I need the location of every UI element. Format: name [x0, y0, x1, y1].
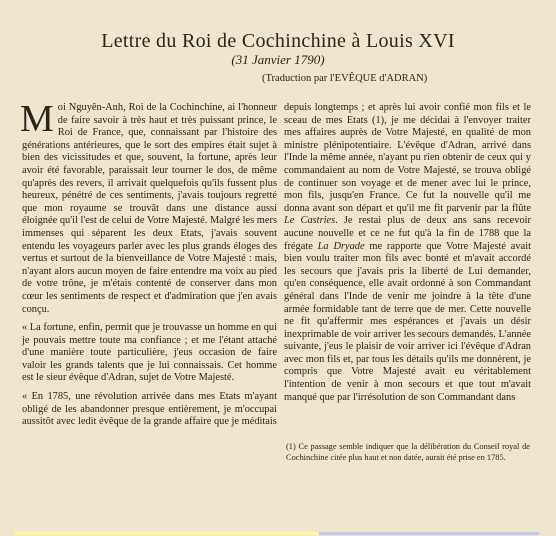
left-column	[20, 98, 277, 429]
translation-credit: (Traduction par l'EVÊQUE d'ADRAN)	[262, 73, 428, 84]
ship-name: Le Castries	[284, 215, 336, 227]
paragraph	[20, 98, 277, 316]
letter-date: (31 Janvier 1790)	[231, 52, 325, 67]
paragraph-text: me rapporte que Votre Majesté avait bien voulu traiter mon fils avec bonté et m'avait accordé les secours que j'avais pris la liberté de Lui demander, qu'en conséquence, elle avait ordonné à son Commandant général dans l'Inde de venir me joindre à la tête d'une armée formidable tant de terre que de mer. Cette nouvelle ne fit qu'affermir mes espérances et j'avais un désir inexprimable de voir arriver les secours demandés. L'année suivante, j'eus le plaisir de voir arriver ici l'évêque d'Adran avec mon fils et, par tous les détails qu'ils me donnèrent, je compris que Votre Majesté avait eu véritablement l'intention de venir à mon secours et que tout m'avait manqué que par l'irrésolution de son Commandant dans	[284, 240, 532, 403]
highlight-strip	[319, 532, 539, 535]
right-column	[284, 102, 531, 404]
ship-name: La Dryade	[317, 240, 365, 252]
paragraph: « La fortune, enfin, permit que je trouvasse un homme en qui je pouvais mettre toute ma confiance ; et me l'étant attaché d'une manière toute particulière, j'eus occasion de faire valoir les grands talents que je lui connaissais. Cet homme est le sieur évêque d'Adran, sujet de Votre Majesté.	[22, 322, 277, 384]
highlight-strip	[14, 532, 319, 535]
paragraph-text: depuis longtemps ; et après lui avoir confié mon fils et le sceau de mes Etats (1), je me décidai à l'envoyer traiter mes affaires auprès de Votre Majesté, en qualité de mon ministre plénipotentiaire. L'évêque d'Adran, arrivé dans l'Inde la même année, n'ayant pu rien obtenir de ceux qui y commandaient au nom de Votre Majesté, se trouva obligé de continuer son voyage et de mener avec lui le prince, mon fils, jusqu'en France. Ce fut la nouvelle qu'il me donna avant son départ et qu'il me fit parvenir par la flûte	[284, 102, 531, 214]
drop-cap: M	[20, 98, 54, 140]
footnote: (1) Ce passage semble indiquer que la délibération du Conseil royal de Cochinchine citée plus haut et non datée, aurait été prise en 1785.	[286, 442, 530, 462]
page-title: Lettre du Roi de Cochinchine à Louis XVI	[101, 30, 455, 52]
paragraph-text: . Je restai plus de deux ans sans recevoir aucune nouvelle et ce ne fut qu'à la fin de 1788 que la frégate	[284, 215, 531, 252]
paragraph-text: oi Nguyên-Anh, Roi de la Cochinchine, ai l'honneur de faire savoir à très haut et très puissant prince, le Roi de France, que, connaissant par l'histoire des générations antérieures, que le sort des empires était sujet à bien des vicissitudes et que, souvent, la fortune, après leur avoir été favorable, paraissait leur tourner le dos, de même qu'après des revers, il arrivait quelquefois qu'ils fussent plus heureux, pénétré de ces sentiments, j'avais toujours regretté que mon royaume se trouvât dans une distance aussi éloignée qu'il l'est de celui de Votre Majesté. Malgré les mers immenses qui séparent les deux Etats, j'avais souvent entendu les voyageurs parler avec les plus grands éloges des vertus et surtout de la bienveillance de Votre Majesté : mais, n'ayant alors aucun moyen de faire entendre ma voix au pied de votre trône, je m'étais contenté de conserver dans mon cœur les sentiments de respect et d'admiration que j'en avais conçu.	[22, 102, 277, 315]
bottom-edge	[0, 530, 556, 536]
paragraph: « En 1785, une révolution arrivée dans mes Etats m'ayant obligé de les abandonner presque entièrement, je m'occupai aussitôt avec ledit évêque de la grande affaire que je méditais	[22, 391, 277, 428]
paragraph	[284, 102, 531, 404]
